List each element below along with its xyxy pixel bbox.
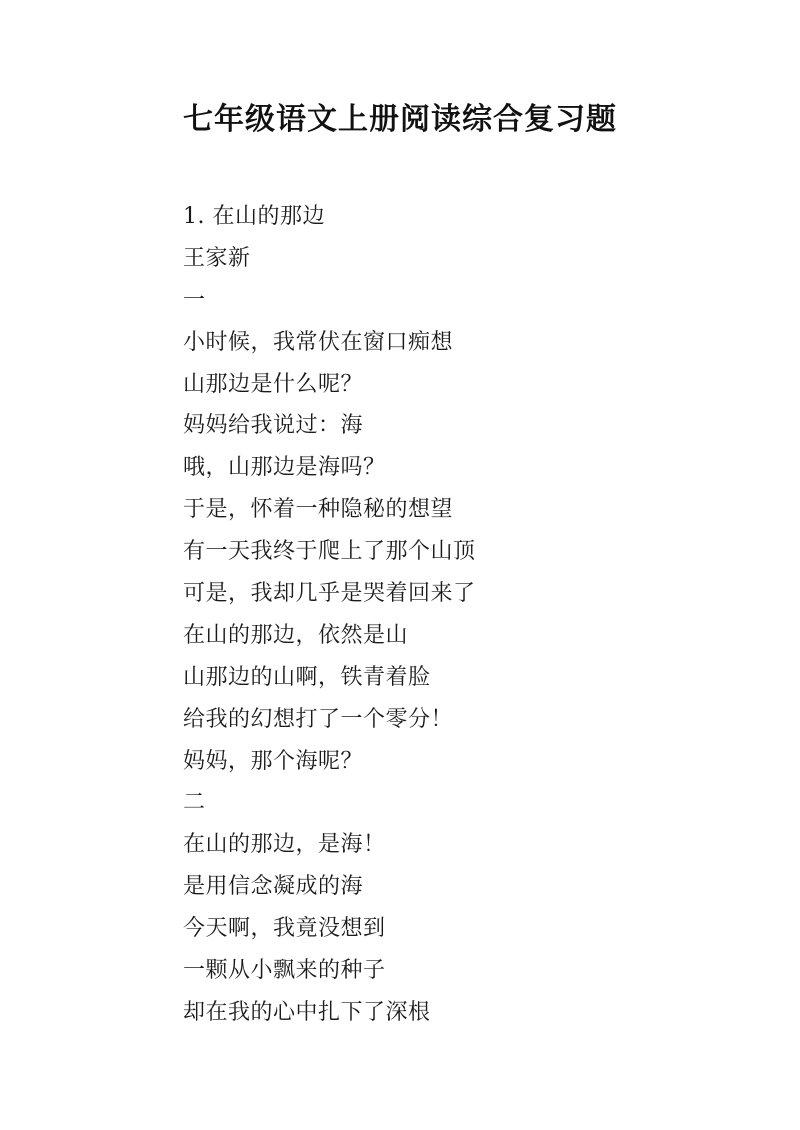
page-title: 七年级语文上册阅读综合复习题 (183, 102, 617, 137)
text-line: 妈妈，那个海呢？ (183, 748, 364, 774)
text-line: 在山的那边，依然是山 (183, 622, 409, 648)
text-line: 有一天我终于爬上了那个山顶 (183, 539, 476, 565)
text-line: 山那边是什么呢？ (183, 371, 364, 397)
text-line: 是用信念凝成的海 (183, 874, 364, 900)
text-line: 王家新 (183, 245, 251, 271)
text-line: 妈妈给我说过：海 (183, 413, 364, 439)
text-line: 今天啊，我竟没想到 (183, 916, 386, 942)
text-line: 却在我的心中扎下了深根 (183, 999, 431, 1025)
text-line: 哦，山那边是海吗？ (183, 455, 386, 481)
text-line: 在山的那边，是海！ (183, 832, 386, 858)
text-line: 可是，我却几乎是哭着回来了 (183, 581, 476, 607)
poem-text (183, 196, 476, 1034)
text-line: 一颗从小飘来的种子 (183, 958, 386, 984)
text-line: 二 (183, 790, 206, 816)
text-line: 给我的幻想打了一个零分！ (183, 706, 454, 732)
text-line: 一 (183, 287, 206, 313)
text-line: 于是，怀着一种隐秘的想望 (183, 497, 454, 523)
text-line: 1. 在山的那边 (183, 204, 325, 229)
text-line: 小时候，我常伏在窗口痴想 (183, 329, 454, 355)
text-line: 山那边的山啊，铁青着脸 (183, 664, 431, 690)
